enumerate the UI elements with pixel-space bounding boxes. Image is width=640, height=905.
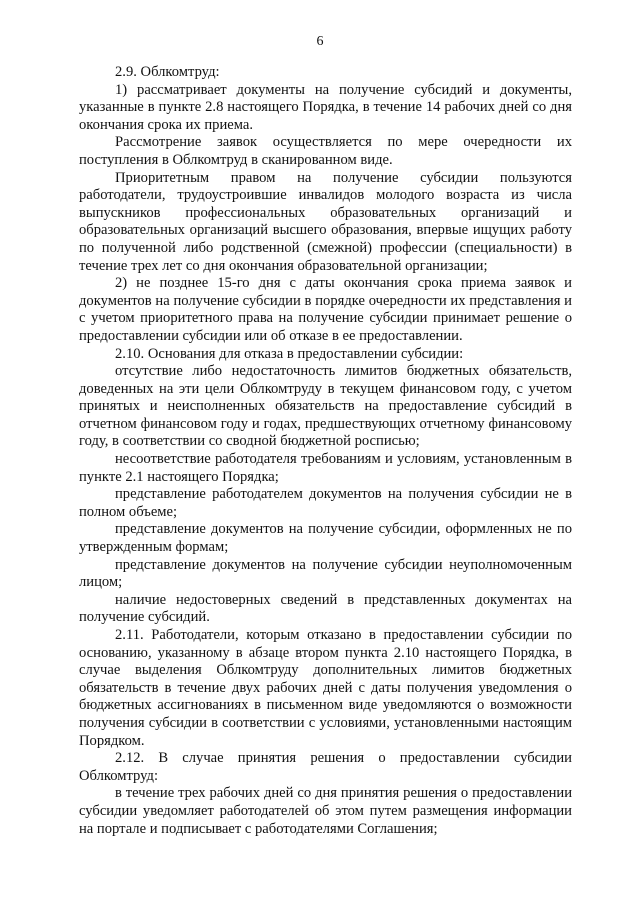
paragraph-review-order: Рассмотрение заявок осуществляется по мере очередности их поступления в Облкомтруд в сканированном виде. xyxy=(79,134,572,168)
paragraph-2-12-notify: в течение трех рабочих дней со дня принятия решения о предоставлении субсидии уведомляет работодателей об этом путем размещения информации на портале и подписывает с работодателями Соглашения; xyxy=(79,785,572,837)
paragraph-2-9-item-2: 2) не позднее 15-го дня с даты окончания срока приема заявок и документов на получение субсидии в порядке очередности их представления и с учетом приоритетного права на получение субсидии принимает решение о предоставлении субсидии или об отказе в ее предоставлении. xyxy=(79,275,572,344)
paragraph-refusal-requirements: несоответствие работодателя требованиям и условиям, установленным в пункте 2.1 настоящего Порядка; xyxy=(79,451,572,485)
paragraph-refusal-limits: отсутствие либо недостаточность лимитов бюджетных обязательств, доведенных на эти цели Облкомтруду в текущем финансовом году, с учетом принятых и неисполненных обязательств на предоставление субсидий в отчетном финансовом году и годах, предшествующих отчетному финансовому году, в соответствии со сводной бюджетной росписью; xyxy=(79,363,572,450)
paragraph-2-12-heading: 2.12. В случае принятия решения о предоставлении субсидии Облкомтруд: xyxy=(79,750,572,784)
paragraph-2-9-heading: 2.9. Облкомтруд: xyxy=(115,64,220,80)
paragraph-refusal-forms: представление документов на получение субсидии, оформленных не по утвержденным формам; xyxy=(79,521,572,556)
paragraph-2-10-heading: 2.10. Основания для отказа в предоставлении субсидии: xyxy=(115,345,464,362)
paragraph-refusal-incomplete: представление работодателем документов на получения субсидии не в полном объеме; xyxy=(79,486,572,520)
paragraph-2-9-item-1: 1) рассматривает документы на получение субсидий и документы, указанные в пункте 2.8 настоящего Порядка, в течение 14 рабочих дней со дня окончания срока их приема. xyxy=(79,81,572,133)
paragraph-refusal-false-info: наличие недостоверных сведений в представленных документах на получение субсидий. xyxy=(79,591,572,626)
page-number: 6 xyxy=(316,34,324,49)
paragraph-refusal-unauthorized: представление документов на получение субсидии неуполномоченным лицом; xyxy=(79,556,572,591)
paragraph-2-11: 2.11. Работодатели, которым отказано в предоставлении субсидии по основанию, указанному в абзаце втором пункта 2.10 настоящего Порядка, в случае выделения Облкомтруду дополнительных лимитов бюджетных обязательств в течение двух рабочих дней с даты получения уведомления о бюджетных ассигнованиях в письменном виде уведомляются о возможности получения субсидии в соответствии с условиями, установленными настоящим Порядком. xyxy=(79,627,572,749)
document-body xyxy=(79,64,572,838)
paragraph-priority-right: Приоритетным правом на получение субсидии пользуются работодатели, трудоустроившие инвалидов молодого возраста из числа выпускников профессиональных образовательных организаций и образовательных организаций высшего образования, впервые ищущих работу по полученной либо родственной (смежной) профессии (специальности) в течение трех лет со дня окончания образовательной организации; xyxy=(79,169,572,274)
